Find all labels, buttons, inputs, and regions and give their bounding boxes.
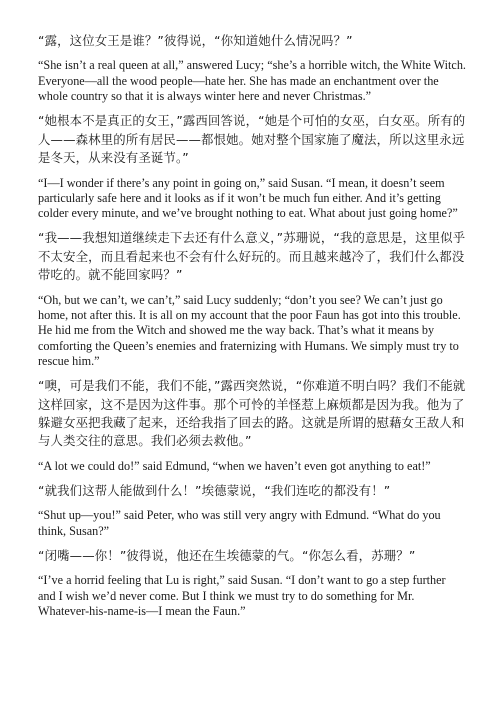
paragraph-zh: “我——我想知道继续走下去还有什么意义，”苏珊说，“我的意思是，这里似乎不太安全，而且看起来也不会有什么好玩的。而且越来越冷了，我们什么都没带吃的。就不能回家吗？” [38, 230, 466, 283]
paragraph-en: “She isn’t a real queen at all,” answered Lucy; “she’s a horrible witch, the White Witch. Everyone—all the wood people—hate her. She has made an enchantment over the whole country so that it is always winter here and never Christmas.” [38, 58, 466, 103]
paragraph-en: “A lot we could do!” said Edmund, “when we haven’t even got anything to eat!” [38, 458, 431, 473]
book-page [38, 32, 466, 627]
paragraph-zh: “她根本不是真正的女王，”露西回答说，“她是个可怕的女巫，白女巫。所有的人——森林里的所有居民——都恨她。她对整个国家施了魔法，所以这里永远是冬天，从来没有圣诞节。” [38, 113, 466, 166]
paragraph-en: “Shut up—you!” said Peter, who was still very angry with Edmund. “What do you think, Susan?” [38, 508, 441, 538]
paragraph-zh: “就我们这帮人能做到什么！”埃德蒙说，“我们连吃的都没有！” [38, 483, 391, 499]
paragraph-en: “I’ve a horrid feeling that Lu is right,” said Susan. “I don’t want to go a step further and I wish we’d never come. But I think we must try to do something for Mr. Whatever-his-name-is—I mean the Faun.” [38, 573, 446, 619]
paragraph-zh: “露，这位女王是谁？”彼得说，“你知道她什么情况吗？” [38, 33, 353, 48]
paragraph-zh: “闭嘴——你！”彼得说，他还在生埃德蒙的气。“你怎么看，苏珊？” [38, 548, 416, 564]
paragraph-en: “Oh, but we can’t, we can’t,” said Lucy suddenly; “don’t you see? We can’t just go home, not after this. It is all on my account that the poor Faun has got into this trouble. He hid me from the Witch and showed me the way back. That’s what it means by comforting the Queen’s enemies and fraternizing with Humans. We simply must try to rescue him.” [38, 292, 461, 368]
paragraph-zh: “噢，可是我们不能，我们不能，”露西突然说，“你难道不明白吗？我们不能就这样回家，这不是因为这件事。那个可怜的羊怪惹上麻烦都是因为我。他为了躲避女巫把我藏了起来，还给我指了回去的路。这就是所谓的慰藉女王敌人和与人类交往的意思。我们必须去救他。” [38, 378, 466, 449]
paragraph-en: “I—I wonder if there’s any point in going on,” said Susan. “I mean, it doesn’t seem particularly safe here and it looks as if it won’t be much fun either. And it’s getting colder every minute, and we’ve brought nothing to eat. What about just going home?” [38, 175, 458, 221]
